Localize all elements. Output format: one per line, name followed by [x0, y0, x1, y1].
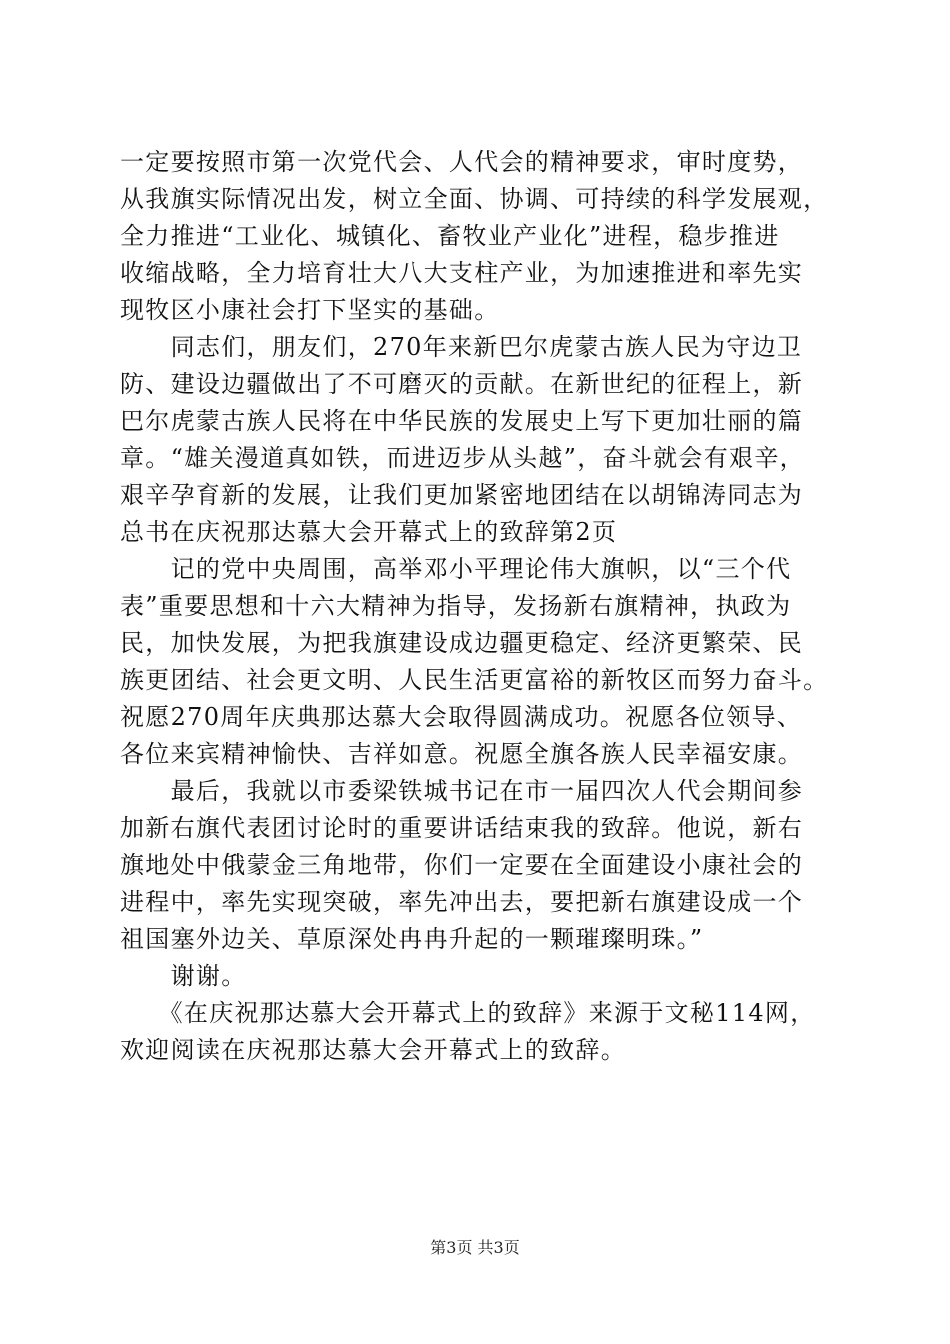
paragraph-1: 一定要按照市第一次党代会、人代会的精神要求，审时度势， 从我旗实际情况出发，树立全面、协调、可持续的科学发展观， 全力推进“工业化、城镇化、畜牧业产业化”进程，稳步推进 收缩战略，全力培育壮大八大支柱产业，为加速推进和率先实 现牧区小康社会打下坚实的基础。	[120, 148, 829, 324]
paragraph-4: 最后，我就以市委梁铁城书记在市一届四次人代会期间参 加新右旗代表团讨论时的重要讲话结束我的致辞。他说，新右 旗地处中俄蒙金三角地带，你们一定要在全面建设小康社会的 进程中，率先实现突破，率先冲出去，要把新右旗建设成一个 祖国塞外边关、草原深处冉冉升起的一颗璀璨明珠。”	[120, 777, 804, 953]
paragraph-3: 记的党中央周围，高举邓小平理论伟大旗帜，以“三个代 表”重要思想和十六大精神为指导，发扬新右旗精神，执政为 民，加快发展，为把我旗建设成边疆更稳定、经济更繁荣、民 族更团结、社会更文明、人民生活更富裕的新牧区而努力奋斗。 祝愿270周年庆典那达慕大会取得圆满成功。祝愿各位领导、 各位来宾精神愉快、吉祥如意。祝愿全旗各族人民幸福安康。	[120, 555, 829, 768]
paragraph-2: 同志们，朋友们，270年来新巴尔虎蒙古族人民为守边卫 防、建设边疆做出了不可磨灭的贡献。在新世纪的征程上，新 巴尔虎蒙古族人民将在中华民族的发展史上写下更加壮丽的篇 章。“雄关漫道真如铁，而进迈步从头越”，奋斗就会有艰辛， 艰辛孕育新的发展，让我们更加紧密地团结在以胡锦涛同志为 总书在庆祝那达慕大会开幕式上的致辞第2页	[120, 333, 805, 546]
page-footer: 第3页 共3页	[430, 1238, 520, 1257]
document-body	[120, 144, 840, 1069]
paragraph-6: 《在庆祝那达慕大会开幕式上的致辞》来源于文秘114网， 欢迎阅读在庆祝那达慕大会开幕式上的致辞。	[120, 999, 816, 1064]
paragraph-5: 谢谢。	[120, 962, 247, 990]
